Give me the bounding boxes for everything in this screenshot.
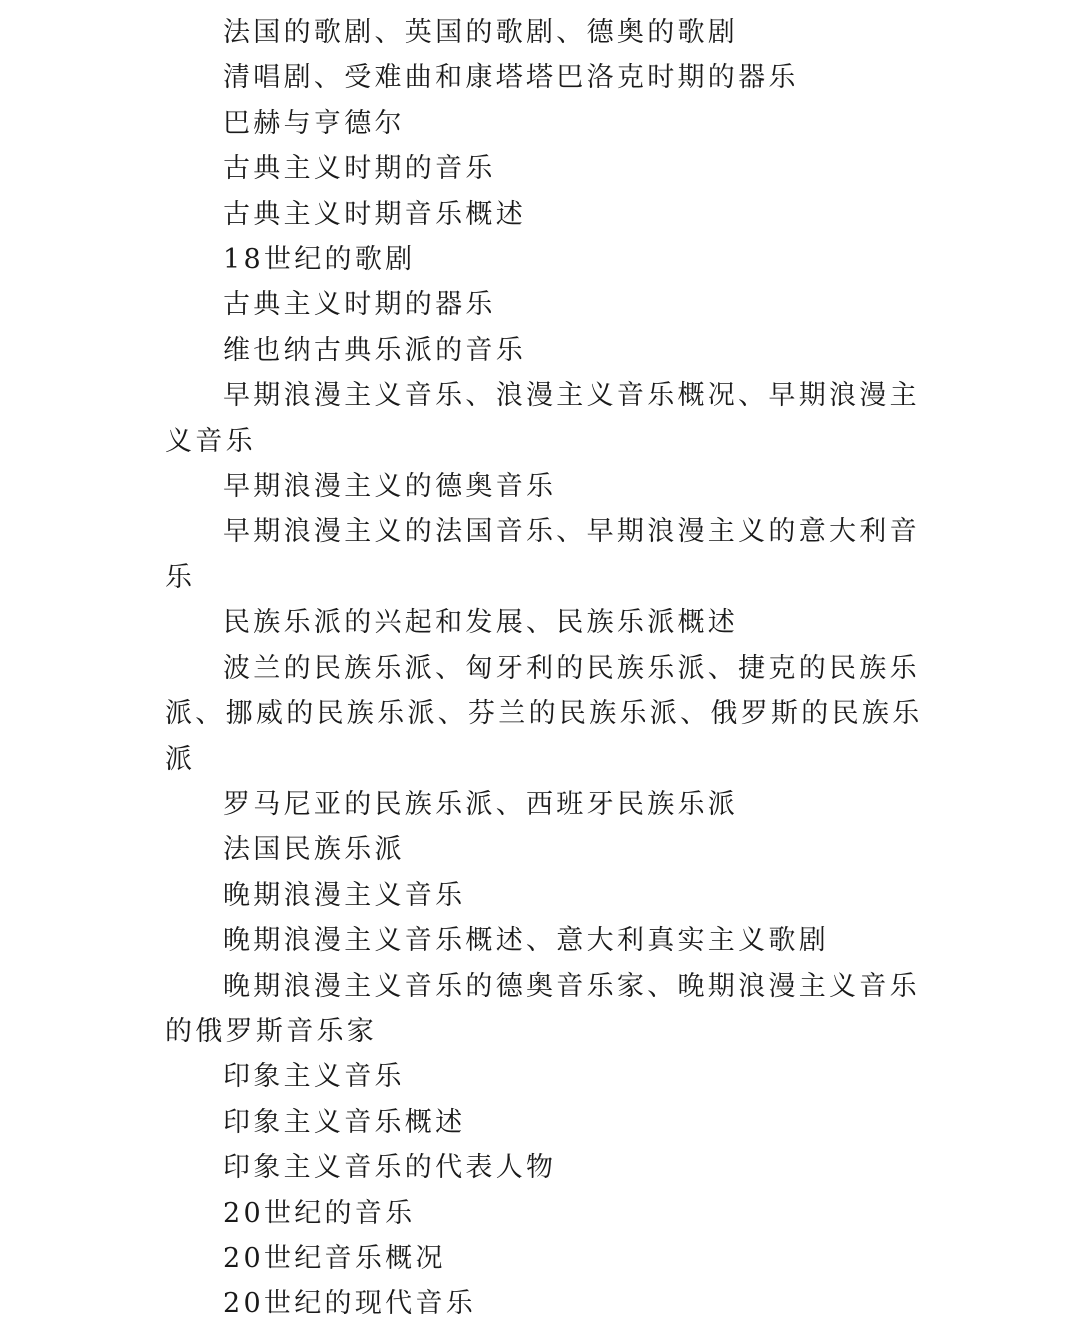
paragraph: 20世纪的现代音乐 bbox=[223, 1288, 477, 1320]
paragraph: 20世纪的音乐 bbox=[223, 1197, 416, 1229]
paragraph: 印象主义音乐概述 bbox=[223, 1106, 466, 1138]
paragraph: 印象主义音乐的代表人物 bbox=[223, 1152, 557, 1184]
paragraph: 晚期浪漫主义音乐概述、意大利真实主义歌剧 bbox=[223, 925, 829, 957]
paragraph: 法国的歌剧、英国的歌剧、德奥的歌剧 bbox=[223, 17, 739, 48]
paragraph: 古典主义时期音乐概述 bbox=[223, 198, 526, 230]
paragraph: 罗马尼亚的民族乐派、西班牙民族乐派 bbox=[223, 788, 739, 820]
paragraph: 早期浪漫主义的法国音乐、早期浪漫主义的意大利音乐 bbox=[165, 516, 920, 593]
paragraph: 法国民族乐派 bbox=[223, 834, 405, 866]
paragraph: 早期浪漫主义的德奥音乐 bbox=[223, 471, 557, 503]
paragraph: 民族乐派的兴起和发展、民族乐派概述 bbox=[223, 607, 739, 639]
paragraph: 波兰的民族乐派、匈牙利的民族乐派、捷克的民族乐派、挪威的民族乐派、芬兰的民族乐派、俄罗斯的民族乐派 bbox=[165, 652, 923, 775]
paragraph: 巴赫与亨德尔 bbox=[223, 107, 405, 139]
paragraph: 18世纪的歌剧 bbox=[223, 244, 416, 276]
paragraph: 印象主义音乐 bbox=[223, 1061, 405, 1093]
paragraph: 晚期浪漫主义音乐 bbox=[223, 879, 466, 911]
paragraph: 古典主义时期的音乐 bbox=[223, 153, 496, 185]
paragraph: 古典主义时期的器乐 bbox=[223, 289, 496, 321]
paragraph: 早期浪漫主义音乐、浪漫主义音乐概况、早期浪漫主义音乐 bbox=[165, 380, 920, 457]
paragraph: 20世纪音乐概况 bbox=[223, 1242, 446, 1274]
paragraph: 维也纳古典乐派的音乐 bbox=[223, 334, 526, 366]
document-body bbox=[165, 10, 925, 1327]
paragraph: 清唱剧、受难曲和康塔塔巴洛克时期的器乐 bbox=[223, 62, 799, 94]
paragraph: 晚期浪漫主义音乐的德奥音乐家、晚期浪漫主义音乐的俄罗斯音乐家 bbox=[165, 970, 920, 1047]
